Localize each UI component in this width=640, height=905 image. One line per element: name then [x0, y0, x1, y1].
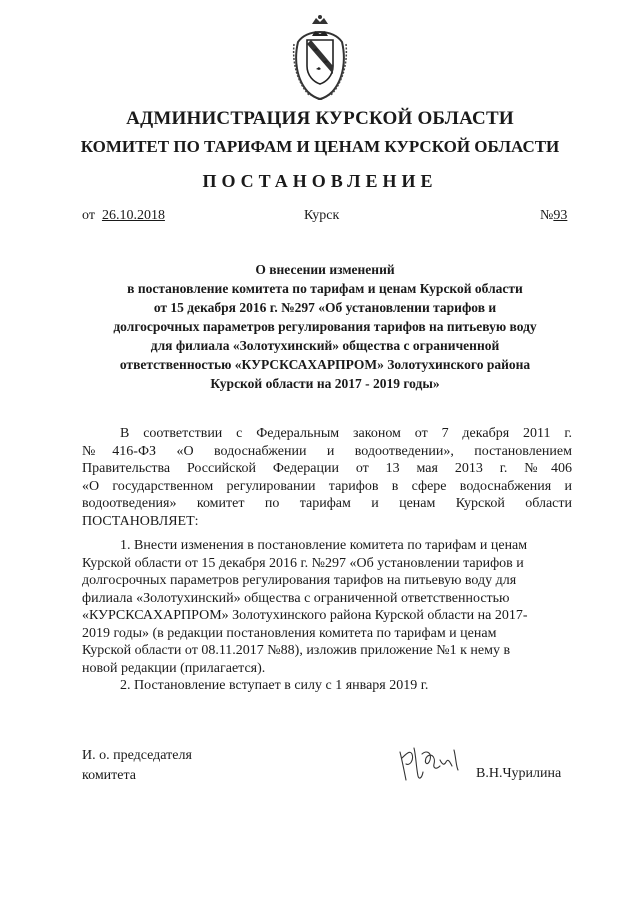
preamble-line: В соответствии с Федеральным законом от 7 декабря 2011 г. — [120, 426, 572, 441]
subject-line: ответственностью «КУРСКСАХАРПРОМ» Золотухинского района — [119, 357, 531, 372]
committee-heading: КОМИТЕТ ПО ТАРИФАМ И ЦЕНАМ КУРСКОЙ ОБЛАСТИ — [80, 137, 560, 156]
document-number — [540, 208, 567, 224]
document-subject — [90, 260, 560, 393]
handwritten-signature — [396, 740, 466, 786]
preamble-line: Правительства Российской Федерации от 13 мая 2013 г. №406 — [82, 461, 572, 476]
subject-line: Курской области на 2017 - 2019 годы» — [210, 376, 440, 391]
item-1-line: 1. Внести изменения в постановление комитета по тарифам и ценам — [120, 538, 528, 553]
subject-line: долгосрочных параметров регулирования тарифов на питьевую воду — [113, 319, 537, 334]
preamble-paragraph — [82, 425, 572, 530]
item-2-paragraph — [82, 677, 572, 695]
subject-line: в постановление комитета по тарифам и ценам Курской области — [127, 281, 523, 296]
number-value: 93 — [553, 208, 568, 223]
item-1-line: Курской области от 08.11.2017 №88), изложив приложение №1 к нему в — [82, 643, 511, 658]
subject-line: для филиала «Золотухинский» общества с ограниченной — [150, 338, 500, 353]
document-city: Курск — [304, 208, 340, 223]
item-2-line: 2. Постановление вступает в силу с 1 января 2019 г. — [120, 678, 429, 693]
position-line: И. о. председателя — [82, 748, 192, 763]
preamble-line: ПОСТАНОВЛЯЕТ: — [82, 513, 199, 529]
preamble-line: водоотведения» комитет по тарифам и ценам Курской области — [82, 496, 572, 511]
item-1-paragraph — [82, 537, 572, 677]
number-prefix: № — [540, 208, 554, 223]
position-line: комитета — [82, 768, 137, 783]
subject-line: О внесении изменений — [255, 262, 395, 277]
item-1-line: долгосрочных параметров регулирования тарифов на питьевую воду для — [82, 573, 517, 588]
item-1-line: 2019 годы» (в редакции постановления комитета по тарифам и ценам — [82, 625, 497, 641]
item-1-line: филиала «Золотухинский» общества с ограниченной ответственностью — [82, 590, 510, 606]
document-date — [82, 208, 165, 224]
signatory-name: В.Н.Чурилина — [476, 766, 562, 781]
preamble-line: «О государственном регулировании тарифов в сфере водоснабжения и — [82, 478, 572, 494]
item-1-line: новой редакции (прилагается). — [82, 660, 266, 676]
date-prefix: от — [82, 208, 95, 223]
subject-line: от 15 декабря 2016 г. №297 «Об установлении тарифов и — [153, 300, 497, 315]
coat-of-arms-emblem — [290, 14, 350, 100]
signatory-position — [82, 746, 192, 786]
item-1-line: Курской области от 15 декабря 2016 г. №297 «Об установлении тарифов и — [82, 555, 524, 571]
preamble-line: №416-ФЗ «О водоснабжении и водоотведении», постановлением — [82, 443, 572, 459]
administration-heading: АДМИНИСТРАЦИЯ КУРСКОЙ ОБЛАСТИ — [126, 108, 514, 129]
item-1-line: «КУРСКСАХАРПРОМ» Золотухинского района Курской области на 2017- — [82, 608, 528, 623]
date-value: 26.10.2018 — [101, 208, 165, 223]
document-type-heading: ПОСТАНОВЛЕНИЕ — [202, 171, 438, 191]
